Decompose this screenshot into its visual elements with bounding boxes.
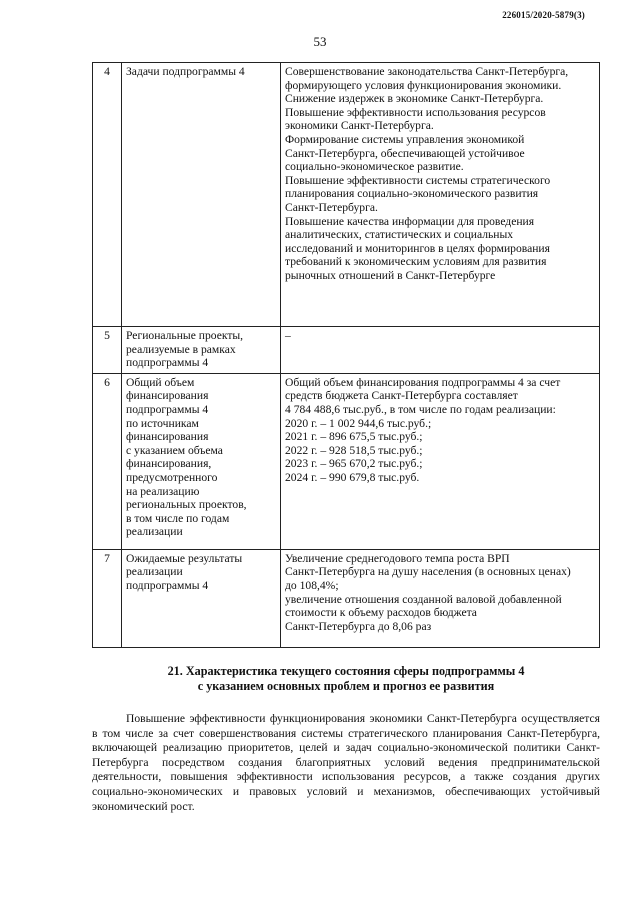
content-line: Снижение издержек в экономике Санкт-Петербурга.: [285, 92, 544, 106]
content-line: Повышение эффективности использования ресурсов: [285, 105, 546, 119]
content-line: средств бюджета Санкт-Петербурга составляет: [285, 389, 518, 403]
section-heading-line-1: 21. Характеристика текущего состояния сферы подпрограммы 4: [167, 664, 525, 678]
row-name-line: реализуемые в рамках: [126, 342, 236, 356]
content-line: 2022 г. – 928 518,5 тыс.руб.;: [285, 443, 423, 457]
document-id: 226015/2020-5879(3): [502, 10, 585, 20]
content-line: Повышение эффективности системы стратегического: [285, 173, 551, 187]
row-number: 5: [93, 327, 122, 374]
row-name-line: Ожидаемые результаты: [126, 551, 243, 565]
content-line: Санкт-Петербурга.: [285, 200, 378, 214]
row-name-line: финансирования: [126, 430, 209, 444]
table-row: [93, 327, 600, 374]
row-content: [281, 373, 600, 549]
content-line: 4 784 488,6 тыс.руб., в том числе по годам реализации:: [285, 402, 556, 416]
content-line: 2020 г. – 1 002 944,6 тыс.руб.;: [285, 416, 432, 430]
row-number: 7: [93, 549, 122, 647]
row-name-line: на реализацию: [126, 484, 200, 498]
content-line: увеличение отношения созданной валовой добавленной: [285, 592, 562, 606]
content-line: экономики Санкт-Петербурга.: [285, 119, 434, 133]
table-row: [93, 373, 600, 549]
content-line: до 108,4%;: [285, 578, 339, 592]
row-name-line: Региональные проекты,: [126, 329, 244, 342]
row-content: [281, 549, 600, 647]
content-line: требований к экономическим условиям для развития: [285, 255, 547, 269]
row-name-line: подпрограммы 4: [126, 402, 209, 416]
subprogram-passport-table: [92, 62, 600, 648]
content-line: Совершенствование законодательства Санкт-Петербурга,: [285, 65, 569, 78]
content-line: Общий объем финансирования подпрограммы 4 за счет: [285, 375, 561, 389]
row-name-line: финансирования: [126, 389, 209, 403]
row-content: [281, 63, 600, 327]
row-name-line: финансирования,: [126, 457, 212, 471]
section-paragraph: Повышение эффективности функционирования экономики Санкт-Петербурга осуществляется в том числе за счет совершенствования системы стратегического планирования Санкт-Петербурга, включающей реализацию приоритетов, целей и задач социально-экономической политики Санкт-Петербурга посредством создания благоприятных условий ведения предпринимательской деятельности, повышения эффективности использования ресурсов, а также создания других социально-экономических и правовых условий и механизмов, обеспечивающих устойчивый экономический рост.: [92, 712, 600, 813]
row-name-line: с указанием объема: [126, 443, 223, 457]
content-line: стоимости к объему расходов бюджета: [285, 606, 477, 620]
row-name: [122, 327, 281, 374]
content-line: 2021 г. – 896 675,5 тыс.руб.;: [285, 430, 423, 444]
content-line: социально-экономическое развитие.: [285, 160, 464, 174]
row-content: [281, 327, 600, 374]
content-line: Санкт-Петербурга до 8,06 раз: [285, 619, 432, 633]
row-name: [122, 373, 281, 549]
content-line: Санкт-Петербурга на душу населения (в основных ценах): [285, 565, 571, 579]
row-name-line: по источникам: [126, 416, 199, 430]
content-line: рыночных отношений в Санкт-Петербурге: [285, 268, 496, 282]
table-row: [93, 549, 600, 647]
page-number: 53: [313, 34, 327, 49]
row-name-line: реализации: [126, 525, 183, 539]
row-name-line: подпрограммы 4: [126, 356, 209, 370]
content-line: Формирование системы управления экономикой: [285, 132, 525, 146]
section-heading-line-2: с указанием основных проблем и прогноз ее развития: [197, 679, 495, 693]
content-line: 2024 г. – 990 679,8 тыс.руб.: [285, 470, 420, 484]
content-line: исследований и мониторингов в целях формирования: [285, 241, 550, 255]
content-line: формирующего условия функционирования экономики.: [285, 78, 562, 92]
row-name: [122, 549, 281, 647]
row-name-line: предусмотренного: [126, 470, 218, 484]
row-name-line: реализации: [126, 565, 183, 579]
content-line: планирования социально-экономического развития: [285, 187, 539, 201]
row-name-line: Задачи подпрограммы 4: [126, 65, 245, 78]
row-name: [122, 63, 281, 327]
row-name-line: подпрограммы 4: [126, 578, 209, 592]
table-row: [93, 63, 600, 327]
content-line: Увеличение среднегодового темпа роста ВРП: [285, 551, 510, 565]
row-name-line: региональных проектов,: [126, 498, 247, 512]
content-line: –: [285, 329, 291, 342]
content-line: Санкт-Петербурга, обеспечивающей устойчивое: [285, 146, 525, 160]
content-line: аналитических, статистических и социальных: [285, 228, 514, 242]
content-line: Повышение качества информации для проведения: [285, 214, 535, 228]
row-number: 6: [93, 373, 122, 549]
content-line: 2023 г. – 965 670,2 тыс.руб.;: [285, 457, 423, 471]
row-name-line: в том числе по годам: [126, 511, 230, 525]
row-number: 4: [93, 63, 122, 327]
section-heading: [92, 664, 600, 694]
row-name-line: Общий объем: [126, 375, 195, 389]
